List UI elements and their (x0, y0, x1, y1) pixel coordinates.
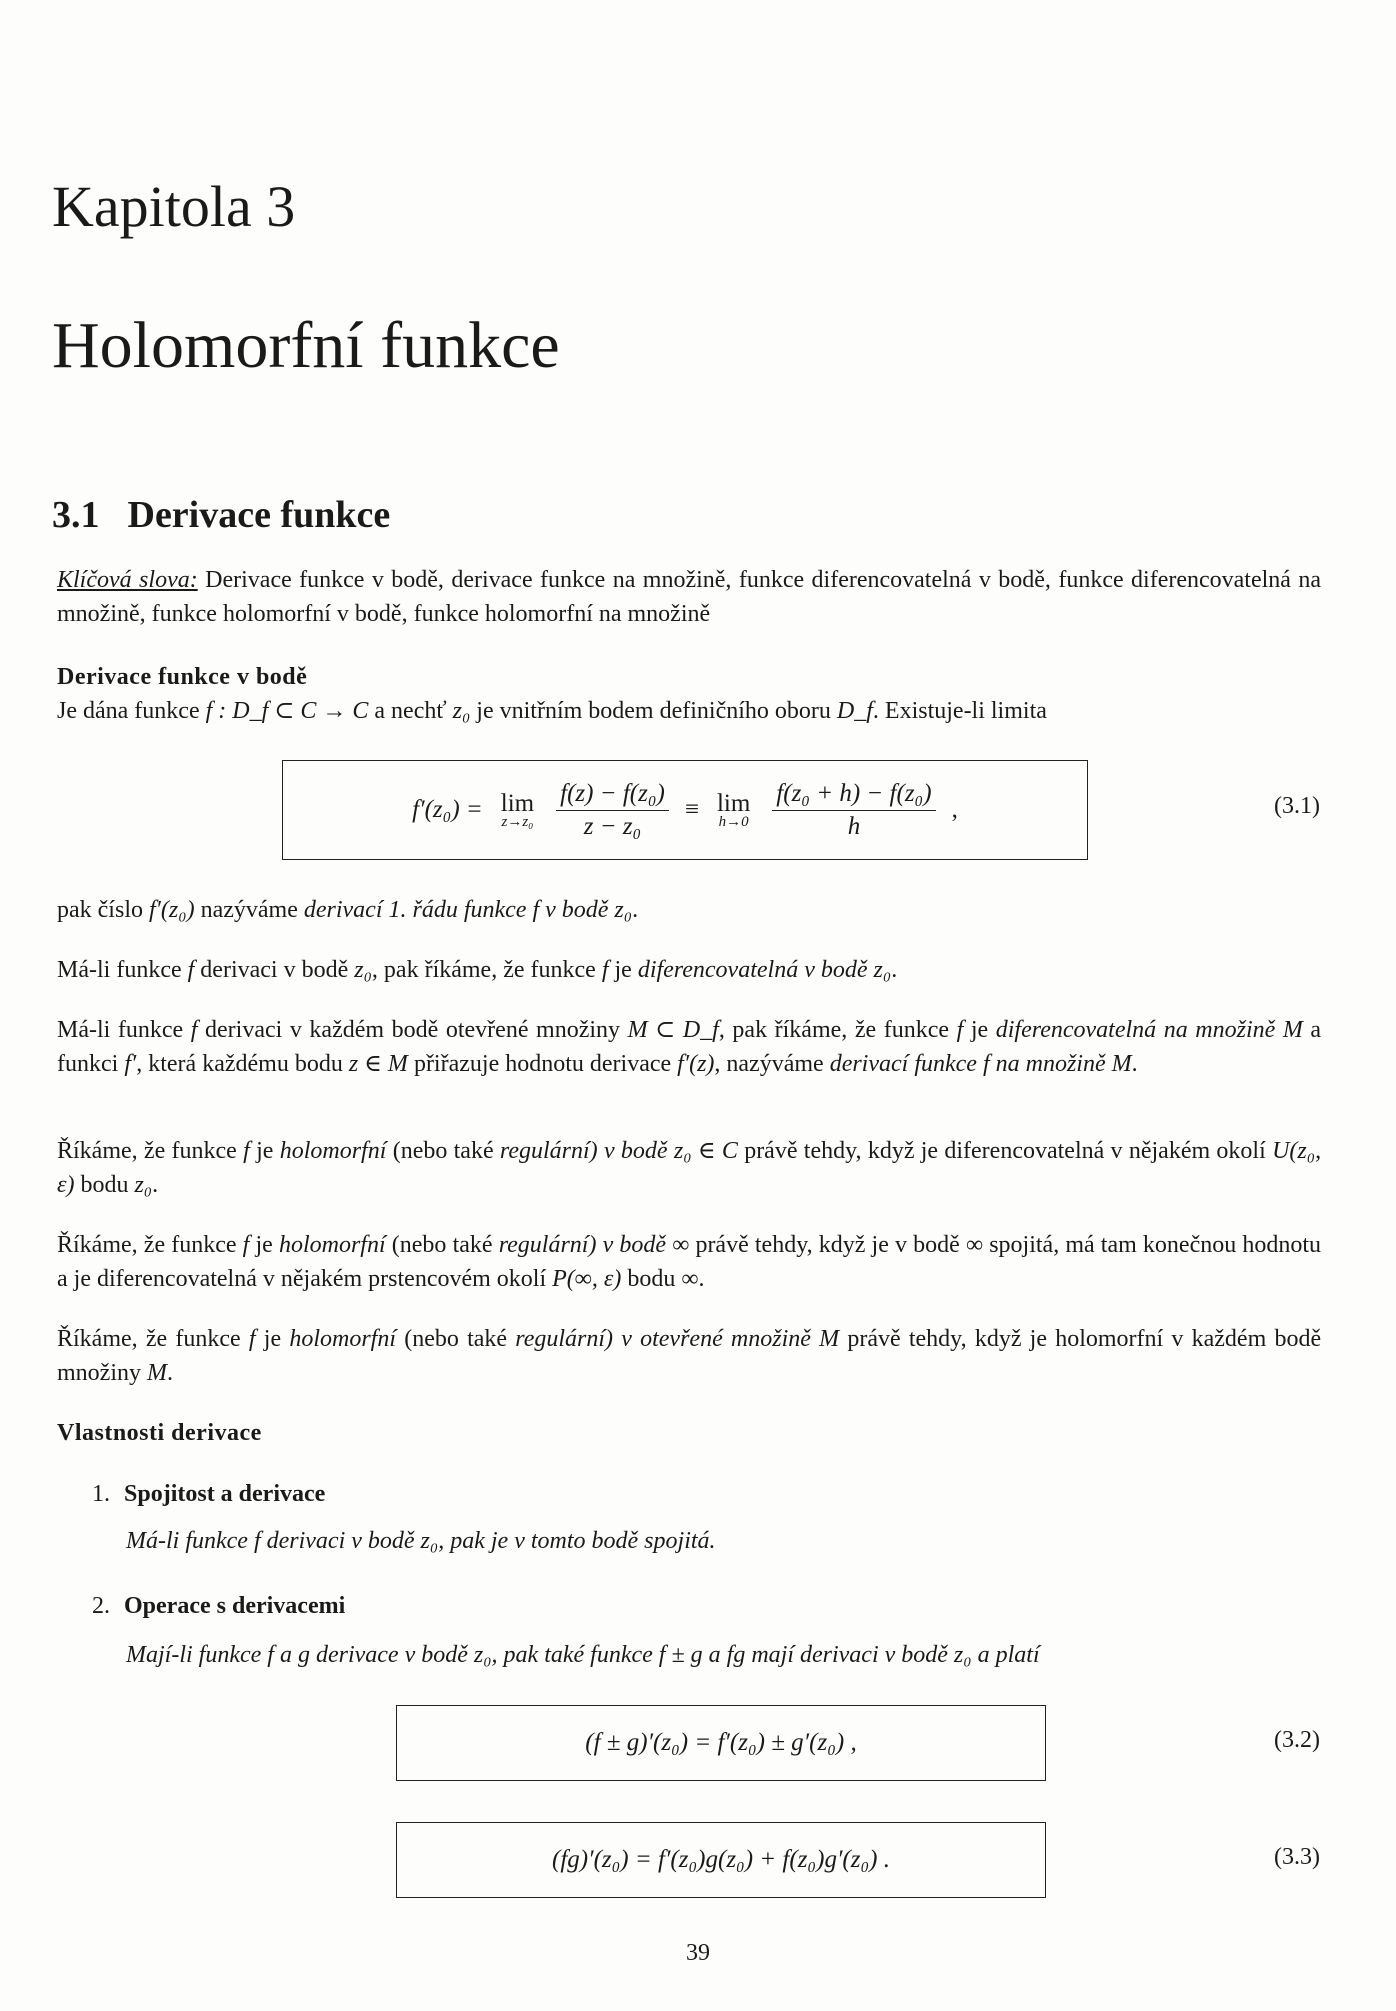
paragraph-differentiable-at-point: Má-li funkce f derivaci v bodě z₀, pak říkáme, že funkce f je diferencovatelná v bodě z₀. (57, 957, 898, 983)
keywords-label: Klíčová slova: (57, 567, 198, 593)
equation-box-3-3: (fg)′(z₀) = f′(z₀)g(z₀) + f(z₀)g′(z₀) . (396, 1822, 1046, 1898)
paragraph-holomorphic-at-infinity: Říkáme, že funkce f je holomorfní (nebo také regulární) v bodě ∞ právě tehdy, když je v bodě ∞ spojitá, má tam konečnou hodnotu a je diferencovatelná v nějakém prstencovém okolí P(∞, ε) bodu ∞. (57, 1232, 1322, 1292)
subsection-heading-derivative-properties: Vlastnosti derivace (57, 1420, 262, 1446)
list-item-continuity-body: Má-li funkce f derivaci v bodě z₀, pak je v tomto bodě spojitá. (126, 1528, 716, 1554)
subsection-heading-derivative-at-point: Derivace funkce v bodě (57, 664, 308, 690)
keywords-paragraph (57, 563, 1321, 631)
chapter-title: Holomorfní funkce (52, 309, 560, 382)
equation-box-3-2: (f ± g)′(z₀) = f′(z₀) ± g′(z₀) , (396, 1705, 1046, 1781)
paragraph-holomorphic-at-point: Říkáme, že funkce f je holomorfní (nebo také regulární) v bodě z₀ ∈ C právě tehdy, když je diferencovatelná v nějakém okolí U(z₀, ε) bodu z₀. (57, 1138, 1322, 1198)
paragraph-differentiable-on-set: Má-li funkce f derivaci v každém bodě otevřené množiny M ⊂ D_f, pak říkáme, že funkce f je diferencovatelná na množině M a funkci f′, která každému bodu z ∈ M přiřazuje hodnotu derivace f′(z), nazýváme derivací funkce f na množině M. (57, 1017, 1322, 1077)
keywords-text: Derivace funkce v bodě, derivace funkce na množině, funkce diferencovatelná v bodě, funkce diferencovatelná na množině, funkce holomorfní v bodě, funkce holomorfní na množině (57, 567, 1321, 627)
paragraph-derivative-definition: pak číslo f′(z₀) nazýváme derivací 1. řádu funkce f v bodě z₀. (57, 897, 639, 923)
chapter-label: Kapitola 3 (52, 174, 296, 239)
paragraph-holomorphic-on-open-set: Říkáme, že funkce f je holomorfní (nebo také regulární) v otevřené množině M právě tehdy, když je holomorfní v každém bodě množiny M. (57, 1326, 1322, 1386)
list-item-continuity: 1. Spojitost a derivace (92, 1481, 326, 1507)
fraction-difference-quotient: $\frac{\text{f(z) − f(z₀)}}{\text{z − z₀}}$ (556, 780, 669, 841)
equation-box-3-1: f′(z₀) = lim z→z₀ $\frac{\text{f(z) − f(z₀)}}{\text{z − z₀}}$ ≡ lim h→0 $\frac{\text{f(z₀ + h) − f(z₀)}}{h}$ , (282, 760, 1088, 860)
equation-number-3-3: (3.3) (1274, 1844, 1320, 1870)
section-title (52, 490, 390, 540)
equation-number-3-2: (3.2) (1274, 1727, 1320, 1753)
fraction-increment-quotient: $\frac{\text{f(z₀ + h) − f(z₀)}}{h}$ (772, 780, 935, 841)
intro-paragraph: Je dána funkce f : D_f ⊂ C → C a nechť z₀ je vnitřním bodem definičního oboru D_f. Existuje-li limita (57, 698, 1047, 724)
section-number: 3.1 (52, 494, 100, 536)
page-number: 39 (686, 1940, 710, 1966)
list-item-operations: 2. Operace s derivacemi (92, 1593, 346, 1619)
section-name: Derivace funkce (127, 494, 391, 536)
list-item-operations-body: Mají-li funkce f a g derivace v bodě z₀, pak také funkce f ± g a fg mají derivaci v bodě z₀ a platí (126, 1642, 1040, 1668)
equation-number-3-1: (3.1) (1274, 793, 1320, 819)
